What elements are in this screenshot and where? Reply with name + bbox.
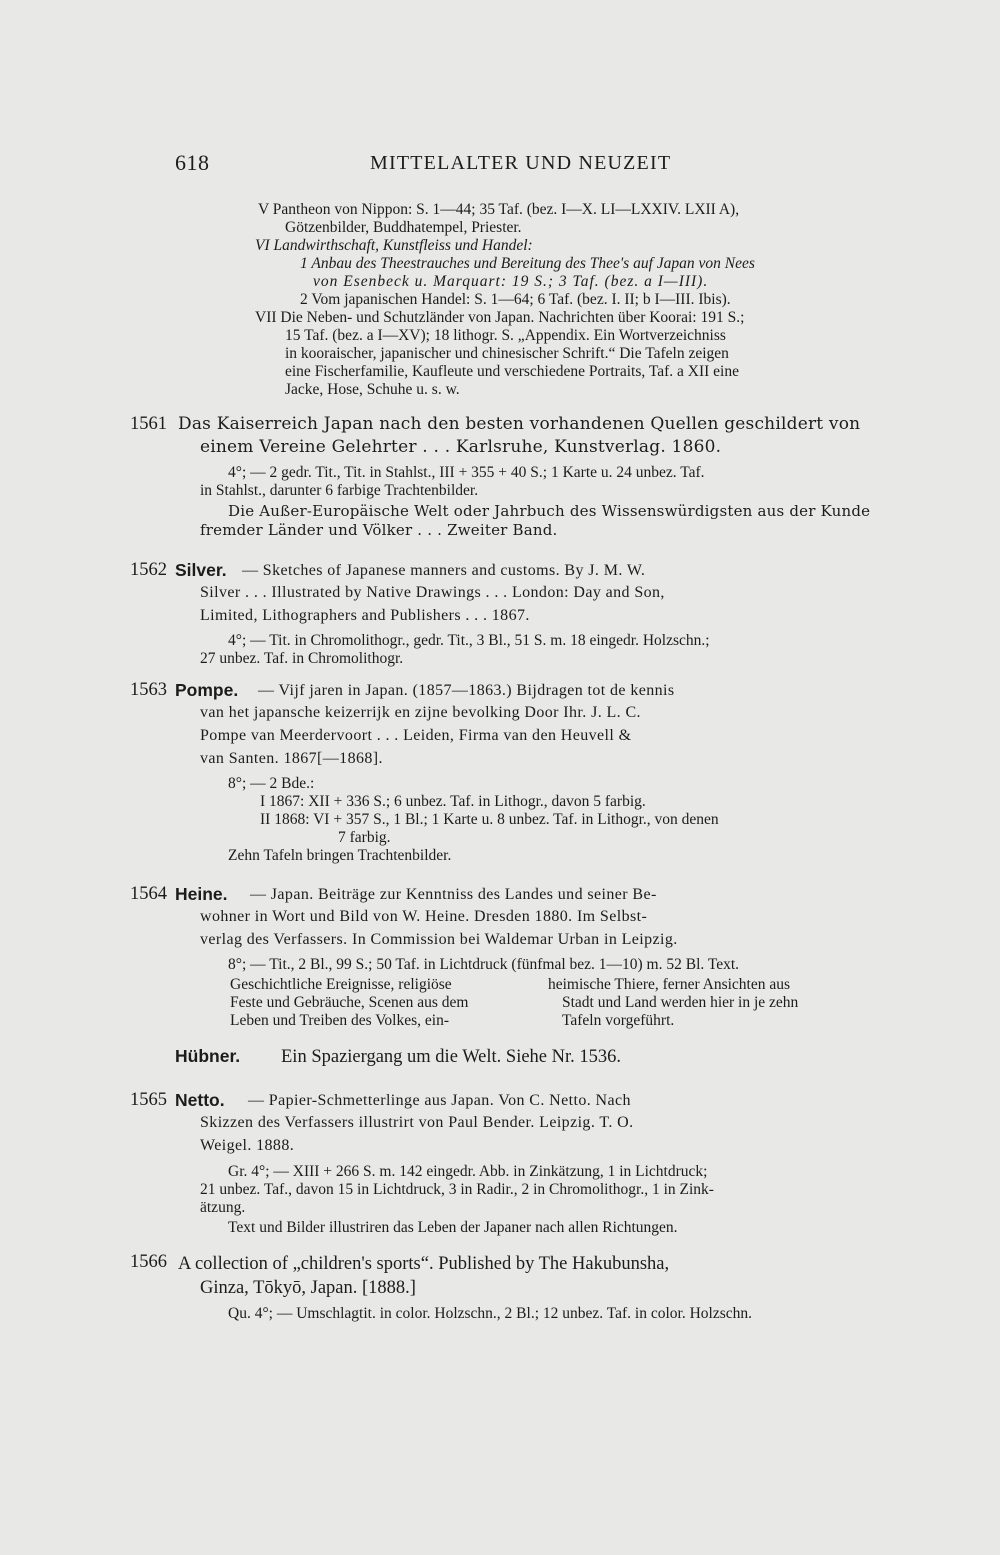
author-name: Heine. (175, 884, 228, 904)
collation-line: in Stahlst., darunter 6 farbige Trachtenbilder. (200, 482, 479, 499)
title-line: van Santen. 1867[—1868]. (200, 750, 383, 767)
title-line: — Papier-Schmetterlinge aus Japan. Von C. Netto. Nach (248, 1092, 631, 1109)
collation-line: 8°; — Tit., 2 Bl., 99 S.; 50 Taf. in Lichtdruck (fünfmal bez. 1—10) m. 52 Bl. Text. (228, 956, 740, 973)
title-line: van het japansche keizerrijk en zijne bevolking Door Ihr. J. L. C. (200, 704, 641, 721)
title-line: Limited, Lithographers and Publishers . . . 1867. (200, 607, 530, 624)
note-right-line: heimische Thiere, ferner Ansichten aus (548, 976, 791, 993)
collation-line: Qu. 4°; — Umschlagtit. in color. Holzschn., 2 Bl.; 12 unbez. Taf. in color. Holzschn. (228, 1305, 753, 1322)
entry-number: 1564 (130, 884, 167, 904)
text-line: VI Landwirthschaft, Kunstfleiss und Handel: (255, 237, 533, 254)
author-name: Pompe. (175, 680, 239, 700)
title-line: Pompe van Meerdervoort . . . Leiden, Firma van den Heuvell & (200, 727, 632, 744)
title-line: — Vijf jaren in Japan. (1857—1863.) Bijdragen tot de kennis (258, 682, 675, 699)
collation-line: II 1868: VI + 357 S., 1 Bl.; 1 Karte u. 8 unbez. Taf. in Lithogr., von denen (260, 811, 719, 828)
page-header (175, 150, 875, 180)
title-line: — Japan. Beiträge zur Kenntniss des Landes und seiner Be- (250, 886, 657, 903)
collation-line: ätzung. (200, 1199, 246, 1216)
entry-number: 1566 (130, 1252, 167, 1272)
text-line: Jacke, Hose, Schuhe u. s. w. (285, 381, 460, 398)
collation-line: I 1867: XII + 336 S.; 6 unbez. Taf. in Lithogr., davon 5 farbig. (260, 793, 646, 810)
text-line: V Pantheon von Nippon: S. 1—44; 35 Taf. (bez. I—X. LI—LXXIV. LXII A), (258, 201, 740, 218)
text-line: 15 Taf. (bez. a I—XV); 18 lithogr. S. „Appendix. Ein Wortverzeichniss (285, 327, 726, 344)
note-left-line: Leben und Treiben des Volkes, ein- (230, 1012, 449, 1029)
collation-line: 21 unbez. Taf., davon 15 in Lichtdruck, 3 in Radir., 2 in Chromolithogr., 1 in Zink- (200, 1181, 714, 1198)
note-right-line: Tafeln vorgeführt. (562, 1012, 675, 1029)
note-line: Zehn Tafeln bringen Trachtenbilder. (228, 847, 452, 864)
title-line: A collection of „children's sports“. Published by The Hakubunsha, (178, 1254, 670, 1274)
title-line: Ein Spaziergang um die Welt. Siehe Nr. 1536. (281, 1047, 622, 1067)
entry-number: 1563 (130, 680, 167, 700)
author-name: Netto. (175, 1090, 225, 1110)
title-line: einem Vereine Gelehrter . . . Karlsruhe, Kunstverlag. 1860. (200, 437, 722, 457)
text-line: VII Die Neben- und Schutzländer von Japan. Nachrichten über Koorai: 191 S.; (255, 309, 745, 326)
text-line: von Esenbeck u. Marquart: 19 S.; 3 Taf. (bez. a I—III). (313, 273, 709, 290)
collation-line: 27 unbez. Taf. in Chromolithogr. (200, 650, 404, 667)
entry-number: 1562 (130, 560, 167, 580)
note-right-line: Stadt und Land werden hier in je zehn (562, 994, 799, 1011)
entry-number: 1565 (130, 1090, 167, 1110)
collation-line: 7 farbig. (338, 829, 391, 846)
collation-line: 4°; — 2 gedr. Tit., Tit. in Stahlst., III + 355 + 40 S.; 1 Karte u. 24 unbez. Taf. (228, 464, 705, 481)
title-line: wohner in Wort und Bild von W. Heine. Dresden 1880. Im Selbst- (200, 908, 648, 925)
text-line: in kooraischer, japanischer und chinesischer Schrift.“ Die Tafeln zeigen (285, 345, 729, 362)
title-line: Skizzen des Verfassers illustrirt von Paul Bender. Leipzig. T. O. (200, 1114, 634, 1131)
text-line: eine Fischerfamilie, Kaufleute und verschiedene Portraits, Taf. a XII eine (285, 363, 739, 380)
author-name: Hübner. (175, 1046, 241, 1066)
running-head: MITTELALTER UND NEUZEIT (370, 152, 672, 174)
note-left-line: Feste und Gebräuche, Scenen aus dem (230, 994, 469, 1011)
collation-line: 8°; — 2 Bde.: (228, 775, 315, 792)
text-line: Götzenbilder, Buddhatempel, Priester. (285, 219, 522, 236)
title-line: Silver . . . Illustrated by Native Drawings . . . London: Day and Son, (200, 584, 665, 601)
note-line: Die Außer-Europäische Welt oder Jahrbuch des Wissenswürdigsten aus der Kunde (228, 502, 871, 520)
note-left-line: Geschichtliche Ereignisse, religiöse (230, 976, 452, 993)
text-line: 2 Vom japanischen Handel: S. 1—64; 6 Taf. (bez. I. II; b I—III. Ibis). (300, 291, 731, 308)
collation-line: Gr. 4°; — XIII + 266 S. m. 142 eingedr. Abb. in Zinkätzung, 1 in Lichtdruck; (228, 1163, 708, 1180)
text-line: 1 Anbau des Theestrauches und Bereitung des Thee's auf Japan von Nees (300, 255, 755, 272)
title-line: Das Kaiserreich Japan nach den besten vorhandenen Quellen geschildert von (178, 414, 861, 434)
title-line: Weigel. 1888. (200, 1137, 295, 1154)
collation-line: 4°; — Tit. in Chromolithogr., gedr. Tit., 3 Bl., 51 S. m. 18 eingedr. Holzschn.; (228, 632, 710, 649)
note-line: fremder Länder und Völker . . . Zweiter Band. (200, 521, 558, 539)
title-line: Ginza, Tōkyō, Japan. [1888.] (200, 1278, 416, 1298)
page-number: 618 (175, 150, 210, 175)
title-line: — Sketches of Japanese manners and customs. By J. M. W. (242, 562, 646, 579)
entry-number: 1561 (130, 414, 167, 434)
title-line: verlag des Verfassers. In Commission bei Waldemar Urban in Leipzig. (200, 931, 678, 948)
note-line: Text und Bilder illustriren das Leben der Japaner nach allen Richtungen. (228, 1219, 678, 1236)
author-name: Silver. (175, 560, 227, 580)
